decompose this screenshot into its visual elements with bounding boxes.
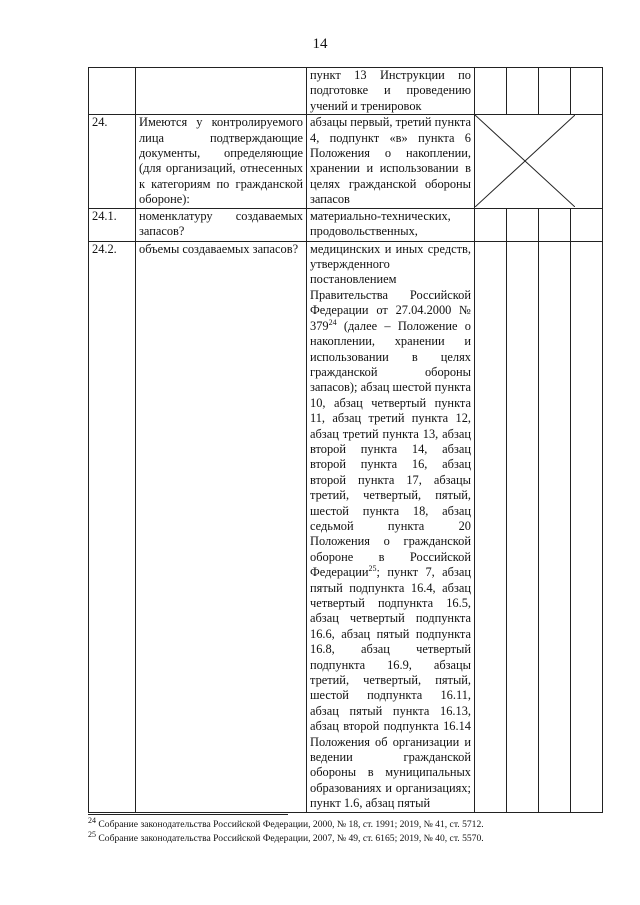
footnote-text: Собрание законодательства Российской Федерации, 2000, № 18, ст. 1991; 2019, № 41, ст. 5712.: [96, 819, 484, 830]
question-cell: номенклатуру создаваемых запасов?: [136, 208, 307, 241]
footnote-mark: 25: [88, 829, 96, 839]
reference-cell: абзацы первый, третий пункта 4, подпункт «в» пункта 6 Положения о накоплении, хранении и использовании в целях гражданской обороны запасов: [307, 115, 475, 208]
question-cell: [136, 68, 307, 115]
answer-no-cell: [507, 208, 539, 241]
footnote: [88, 829, 608, 846]
footnote: [88, 815, 608, 832]
reference-text: ; пункт 7, абзац пятый подпункта 16.4, абзац четвертый подпункта 16.5, абзац четвертый подпункта 16.6, абзац пятый подпункта 16.8, абзац четвертый подпункта 16.9, абзацы третий, четвертый, пятый, шестой подпункта 16.11, абзац пятый пункта 16.13, абзац второй подпункта 16.14 Положения об организации и ведении гражданской обороны в муниципальных образованиях и организациях; пункт 1.6, абзац пятый: [310, 565, 471, 811]
answer-na-cell: [539, 208, 571, 241]
footnote-ref: 24: [328, 317, 337, 327]
reference-text: медицинских и иных средств, утвержденного постановлением Правительства Российской Федерации от 27.04.2000 № 379: [310, 241, 471, 333]
cross-icon: [475, 115, 575, 207]
item-number: [89, 68, 136, 115]
page-number: 14: [312, 36, 328, 52]
reference-text: (далее – Положение о накоплении, хранении и использовании в целях гражданской обороны запасов); абзац шестой пункта 10, абзац четвертый пункта 11, абзац третий пункта 12, абзац третий пункта 13, абзац второй пункта 14, абзац второй пункта 16, абзац второй пункта 17, абзацы третий, четвертый, пятый, шестой пункта 18, абзац седьмой пункта 20 Положения о гражданской обороне в Российской Федерации: [310, 318, 471, 580]
footnotes: [88, 815, 608, 846]
item-number: 24.2.: [89, 241, 136, 812]
answer-no-cell: [507, 241, 539, 812]
answer-na-cell: [539, 241, 571, 812]
table-row: [89, 115, 603, 208]
table-row: [89, 208, 603, 241]
reference-cell: материально-технических, продовольственных,: [307, 208, 475, 241]
table-row: [89, 68, 603, 115]
footnote-divider: [88, 814, 288, 815]
footnote-mark: 24: [88, 815, 96, 825]
answer-yes-cell: [475, 68, 507, 115]
item-number: 24.1.: [89, 208, 136, 241]
checklist-table: [88, 67, 603, 813]
answer-yes-cell: [475, 241, 507, 812]
answer-yes-cell: [475, 208, 507, 241]
answer-no-cell: [507, 68, 539, 115]
question-cell: Имеются у контролируемого лица подтверждающие документы, определяющие (для организаций, отнесенных к категориям по гражданской обороне):: [136, 115, 307, 208]
footnote-ref: 25: [368, 564, 377, 574]
notes-cell: [571, 241, 603, 812]
answer-na-cell: [539, 68, 571, 115]
reference-cell: пункт 13 Инструкции по подготовке и проведению учений и тренировок: [307, 68, 475, 115]
item-number: 24.: [89, 115, 136, 208]
question-cell: объемы создаваемых запасов?: [136, 241, 307, 812]
notes-cell: [571, 68, 603, 115]
reference-cell: [307, 241, 475, 812]
footnote-text: Собрание законодательства Российской Федерации, 2007, № 49, ст. 6165; 2019, № 40, ст. 5570.: [96, 833, 484, 844]
not-applicable-cross: [475, 115, 603, 208]
table-row: [89, 241, 603, 812]
notes-cell: [571, 208, 603, 241]
